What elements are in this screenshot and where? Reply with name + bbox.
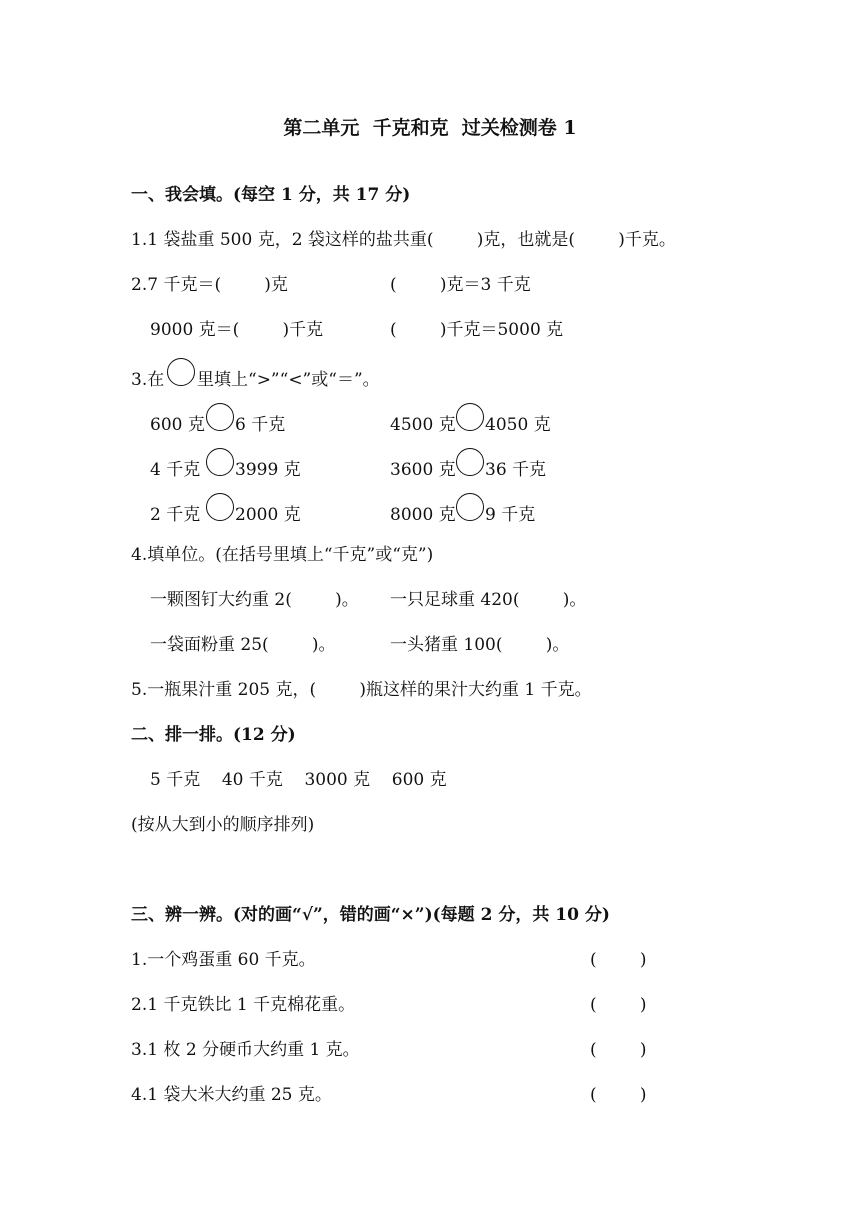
compare-circle[interactable]: [456, 448, 484, 476]
sort-items: 5 千克 40 千克 3000 克 600 克: [150, 770, 447, 790]
sort-note: (按从大到小的顺序排列): [131, 815, 315, 835]
judge-item: 2.1 千克铁比 1 千克棉花重。: [131, 995, 356, 1015]
judge-item: 1.一个鸡蛋重 60 千克。: [131, 950, 316, 970]
section-2-heading: 二、排一排。(12 分): [131, 725, 296, 745]
question-1-2c: 9000 克＝( )千克: [150, 320, 324, 340]
question-1-4d: 一头猪重 100( )。: [390, 635, 570, 655]
compare-right: 6 千克: [235, 415, 286, 435]
compare-right: 4050 克: [485, 415, 551, 435]
question-1-3-suffix: 里填上“>”“<”或“＝”。: [197, 370, 380, 390]
compare-left: 4 千克: [150, 460, 201, 480]
compare-left: 3600 克: [390, 460, 456, 480]
page-title: 第二单元 千克和克 过关检测卷 1: [283, 117, 577, 139]
judge-answer-box[interactable]: ( ): [590, 950, 647, 970]
compare-left: 4500 克: [390, 415, 456, 435]
question-1-5: 5.一瓶果汁重 205 克，( )瓶这样的果汁大约重 1 千克。: [131, 680, 592, 700]
section-1-heading: 一、我会填。(每空 1 分，共 17 分): [131, 185, 411, 205]
compare-left: 8000 克: [390, 505, 456, 525]
compare-right: 3999 克: [235, 460, 301, 480]
compare-circle[interactable]: [206, 403, 234, 431]
compare-circle[interactable]: [206, 493, 234, 521]
question-1-3-prefix: 3.在: [131, 370, 165, 390]
question-1-2a: 2.7 千克＝( )克: [131, 275, 288, 295]
judge-answer-box[interactable]: ( ): [590, 995, 647, 1015]
compare-right: 36 千克: [485, 460, 547, 480]
compare-circle[interactable]: [456, 493, 484, 521]
judge-item: 3.1 枚 2 分硬币大约重 1 克。: [131, 1040, 360, 1060]
judge-answer-box[interactable]: ( ): [590, 1040, 647, 1060]
judge-answer-box[interactable]: ( ): [590, 1085, 647, 1105]
question-1-4a: 一颗图钉大约重 2( )。: [150, 590, 359, 610]
compare-right: 9 千克: [485, 505, 536, 525]
compare-circle[interactable]: [456, 403, 484, 431]
question-1-2b: ( )克＝3 千克: [390, 275, 531, 295]
judge-item: 4.1 袋大米大约重 25 克。: [131, 1085, 332, 1105]
compare-circle[interactable]: [206, 448, 234, 476]
question-1-2d: ( )千克＝5000 克: [390, 320, 564, 340]
question-1-4c: 一袋面粉重 25( )。: [150, 635, 336, 655]
compare-left: 600 克: [150, 415, 205, 435]
question-1-4b: 一只足球重 420( )。: [390, 590, 587, 610]
section-3-heading: 三、辨一辨。(对的画“√”，错的画“×”)(每题 2 分，共 10 分): [131, 905, 610, 925]
compare-right: 2000 克: [235, 505, 301, 525]
compare-left: 2 千克: [150, 505, 201, 525]
question-1-4-heading: 4.填单位。(在括号里填上“千克”或“克”): [131, 545, 434, 565]
compare-circle[interactable]: [167, 358, 195, 386]
question-1-1: 1.1 袋盐重 500 克，2 袋这样的盐共重( )克，也就是( )千克。: [131, 230, 676, 250]
